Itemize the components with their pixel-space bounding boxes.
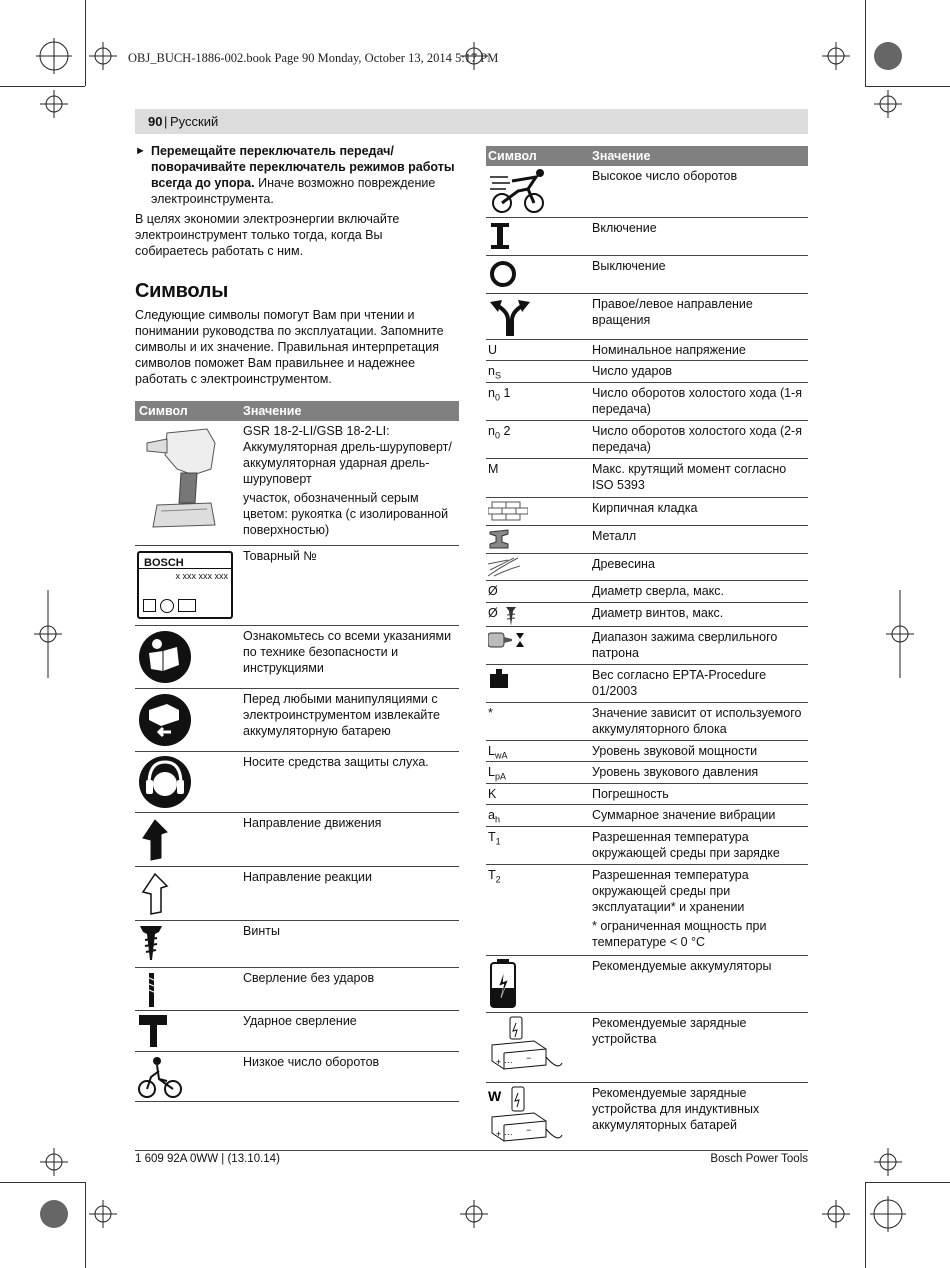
table-row: Включение xyxy=(486,218,808,256)
symbol-subscript: 0 xyxy=(494,430,500,441)
svg-text:W: W xyxy=(488,1088,502,1104)
meaning-text: Древесина xyxy=(592,557,655,571)
table-row: Направление движения xyxy=(135,813,459,867)
warning-normal: Иначе возможно повреждение электроинструмента. xyxy=(151,176,436,206)
metal-icon xyxy=(488,528,512,554)
meaning-text: Диаметр винтов, макс. xyxy=(592,606,724,620)
symbol-subscript: wA xyxy=(494,750,508,761)
table-row xyxy=(486,665,808,703)
table-row xyxy=(486,581,808,603)
high-speed-icon xyxy=(488,167,552,215)
right-table-header: Символ Значение xyxy=(486,146,808,166)
table-row: Направление реакции xyxy=(135,867,459,921)
table-row: BOSCH x xxx xxx xxx Товарный № xyxy=(135,546,459,626)
svg-text:+ ···: + ··· xyxy=(496,1129,513,1139)
table-row: Правое/левое направление вращения xyxy=(486,294,808,340)
table-row xyxy=(486,1083,808,1151)
movement-arrow-icon xyxy=(137,816,177,864)
symbol-subscript: pA xyxy=(494,771,506,782)
symbol-text: M xyxy=(488,462,499,476)
rotation-direction-icon xyxy=(488,296,532,338)
meaning-note: * ограниченная мощность при температуре < 0 °C xyxy=(592,919,767,949)
meaning-text: Рекомендуемые зарядные устройства для индуктивных аккумуляторных батарей xyxy=(592,1086,760,1132)
low-speed-icon xyxy=(137,1055,183,1099)
table-row: GSR 18-2-LI/GSB 18-2-LI: Аккумуляторная дрель-шуруповерт/ аккумуляторная ударная дрель-шуруповерт участок, обозначенный серым цветом: рукоятка (с изолированной поверхностью) xyxy=(135,421,459,546)
svg-text:+ ···: + ··· xyxy=(496,1057,513,1067)
table-row xyxy=(486,526,808,554)
table-row xyxy=(486,340,808,361)
symbol-subscript: 2 xyxy=(495,874,501,885)
right-table xyxy=(486,146,808,1151)
symbol-text: $a_h$ xyxy=(488,808,500,825)
weight-icon xyxy=(488,667,510,693)
table-row: Носите средства защиты слуха. xyxy=(135,752,459,813)
header-language: Русский xyxy=(170,114,219,129)
symbol-text: K xyxy=(488,787,497,801)
symbol-text: $n_S$ xyxy=(488,364,501,381)
inductive-charger-icon xyxy=(488,1085,568,1153)
table-row xyxy=(486,603,808,627)
table-row: Ударное сверление xyxy=(135,1011,459,1052)
table-row xyxy=(486,383,808,421)
symbol-text: $n_0$ 1 xyxy=(488,386,511,403)
left-table xyxy=(135,401,459,1102)
meaning-text: Число оборотов холостого хода (2-я передача) xyxy=(592,424,802,454)
meaning-text: Металл xyxy=(592,529,637,543)
table-row: Ознакомьтесь со всеми указаниями по технике безопасности и инструкциями xyxy=(135,626,459,689)
table-row: Винты xyxy=(135,921,459,968)
table-row xyxy=(486,784,808,805)
table-row xyxy=(486,459,808,498)
symbol-text: $T_2$ xyxy=(488,868,501,885)
meaning-text: Диапазон зажима сверлильного патрона xyxy=(592,630,778,660)
footer-rule xyxy=(135,1150,808,1151)
page-header xyxy=(135,109,808,134)
table-row: Перед любыми манипуляциями с электроинструментом извлекайте аккумуляторную батарею xyxy=(135,689,459,752)
symbol-text: * xyxy=(488,706,493,720)
remove-battery-icon xyxy=(137,692,193,748)
table-row xyxy=(486,421,808,459)
table-row xyxy=(486,805,808,827)
meaning-text: Разрешенная температура окружающей среды при зарядке xyxy=(592,830,780,860)
off-icon xyxy=(488,258,520,290)
meaning-text: Рекомендуемые зарядные устройства xyxy=(592,1016,747,1046)
symbol-text: Ø xyxy=(488,606,498,620)
read-manual-icon xyxy=(137,629,193,685)
symbol-text: $L_{wA}$ xyxy=(488,744,508,761)
left-table-header: Символ Значение xyxy=(135,401,459,421)
svg-text:−: − xyxy=(526,1125,532,1135)
svg-text:−: − xyxy=(526,1053,532,1063)
table-row: Высокое число оборотов xyxy=(486,166,808,218)
battery-icon xyxy=(488,958,518,1012)
file-slug: OBJ_BUCH-1886-002.book Page 90 Monday, October 13, 2014 5:17 PM xyxy=(128,51,499,65)
symbol-subscript: 0 xyxy=(494,392,500,403)
table-row xyxy=(486,762,808,784)
charger-icon xyxy=(488,1015,568,1083)
table-row xyxy=(486,498,808,526)
table-row: Выключение xyxy=(486,256,808,294)
table-row xyxy=(486,827,808,865)
chuck-icon xyxy=(488,629,528,655)
table-row xyxy=(486,361,808,383)
left-column xyxy=(135,143,459,387)
reaction-arrow-icon xyxy=(137,870,177,918)
table-row xyxy=(486,703,808,741)
footer-left: 1 609 92A 0WW | (13.10.14) xyxy=(135,1153,280,1165)
meaning-text: Разрешенная температура окружающей среды при эксплуатации* и хранении xyxy=(592,868,749,914)
table-row xyxy=(486,956,808,1013)
symbol-text: $L_{pA}$ xyxy=(488,765,506,782)
symbol-text: $T_1$ xyxy=(488,830,501,847)
symbol-subscript: S xyxy=(494,370,501,381)
meaning-text: Уровень звуковой мощности xyxy=(592,744,758,758)
symbol-text: Ø xyxy=(488,584,498,598)
drill-icon xyxy=(137,425,227,535)
warning-bullet: ► Перемещайте переключатель передач/поворачивайте переключатель режимов работы всегда до упора. Иначе возможно повреждение электроинструмента. xyxy=(135,144,455,206)
table-row: Сверление без ударов xyxy=(135,968,459,1011)
meaning-text: Номинальное напряжение xyxy=(592,343,746,357)
meaning-text: Число ударов xyxy=(592,364,673,378)
nameplate-icon: BOSCH x xxx xxx xxx xyxy=(137,551,233,619)
table-row xyxy=(486,741,808,762)
header-separator: | xyxy=(164,114,168,129)
wood-icon xyxy=(488,556,520,582)
symbol-text: $n_0$ 2 xyxy=(488,424,511,441)
meaning-text: Значение зависит от используемого аккумуляторного блока xyxy=(592,706,802,736)
meaning-text: Макс. крутящий момент согласно ISO 5393 xyxy=(592,462,787,492)
symbol-subscript: 1 xyxy=(495,836,501,847)
footer-right: Bosch Power Tools xyxy=(710,1153,808,1165)
table-row xyxy=(486,865,808,956)
meaning-text: Диаметр сверла, макс. xyxy=(592,584,724,598)
meaning-text: Число оборотов холостого хода (1-я передача) xyxy=(592,386,802,416)
table-row xyxy=(486,554,808,581)
table-row xyxy=(486,627,808,665)
page-number: 90 xyxy=(148,114,163,129)
meaning-text: Погрешность xyxy=(592,787,669,801)
table-row xyxy=(486,1013,808,1083)
meaning-text: Уровень звукового давления xyxy=(592,765,759,779)
section-text: Следующие символы помогут Вам при чтении и понимании руководства по эксплуатации. Запомните символы и их значение. Правильная интерпретация символов поможет Вам правильнее и надежнее работать с электроинструментом. xyxy=(135,308,444,386)
meaning-text: Вес согласно EPTA-Procedure 01/2003 xyxy=(592,668,767,698)
ear-protection-icon xyxy=(137,754,193,810)
symbol-subscript: h xyxy=(494,814,500,825)
section-title: Символы xyxy=(135,280,228,302)
warning-bold: Перемещайте переключатель передач/поворачивайте переключатель режимов работы всегда до упора. xyxy=(151,144,455,190)
meaning-text: Кирпичная кладка xyxy=(592,501,698,515)
on-icon xyxy=(488,221,512,251)
table-row: Низкое число оборотов xyxy=(135,1052,459,1102)
drill-bit-icon xyxy=(137,971,167,1009)
symbol-text: U xyxy=(488,343,498,357)
hammer-icon xyxy=(137,1013,171,1049)
meaning-text: Рекомендуемые аккумуляторы xyxy=(592,959,772,973)
screw-icon xyxy=(137,924,167,964)
meaning-text: Суммарное значение вибрации xyxy=(592,808,776,822)
brick-icon xyxy=(488,500,528,526)
intro-paragraph: В целях экономии электроэнергии включайте электроинструмент только тогда, когда Вы собираетесь работать с ним. xyxy=(135,212,400,258)
